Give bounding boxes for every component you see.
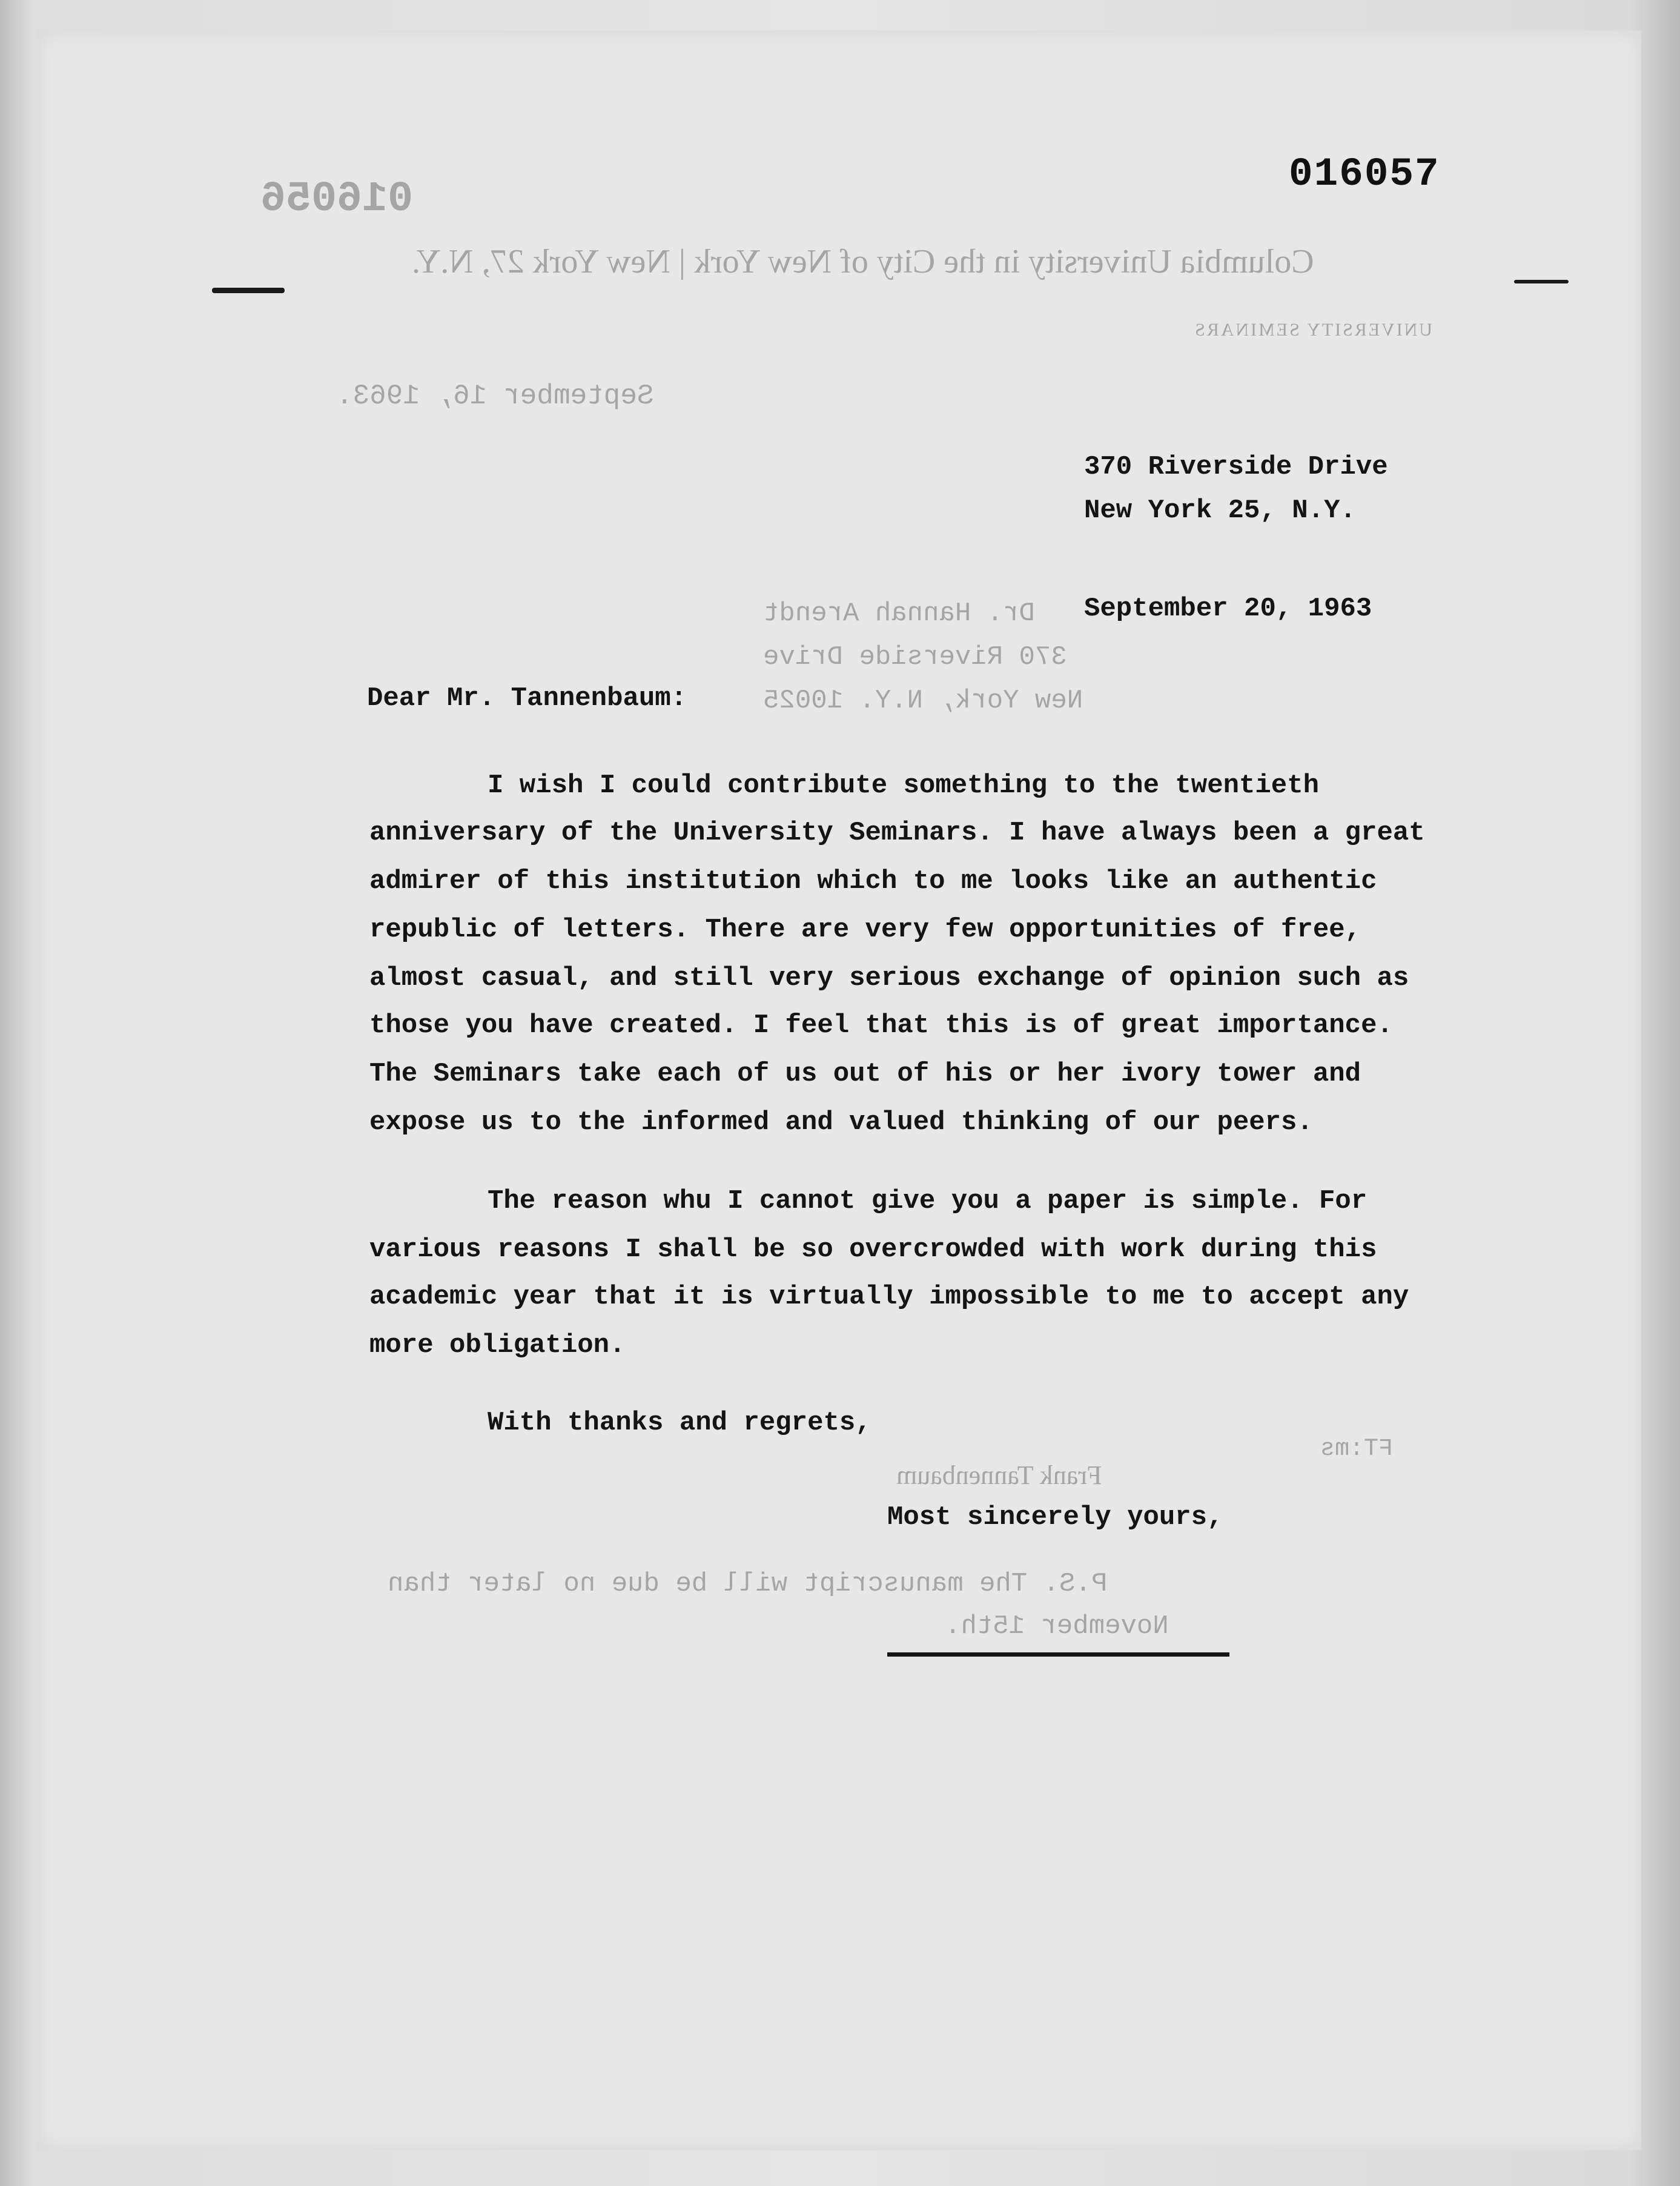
paragraph1-line2: anniversary of the University Seminars. I have always been a great xyxy=(369,818,1425,848)
letter-date: September 20, 1963 xyxy=(1084,594,1372,624)
letter-page xyxy=(36,30,1641,2150)
paragraph2-line1: The reason whu I cannot give you a paper is simple. For xyxy=(488,1186,1367,1216)
paragraph1-line5: almost casual, and still very serious exchange of opinion such as xyxy=(369,963,1409,993)
ghost-recipient-1: Dr. Hannah Arendt xyxy=(763,598,1035,629)
paragraph2-line2: various reasons I shall be so overcrowded with work during this xyxy=(369,1234,1377,1265)
ghost-doc-number: 016056 xyxy=(260,176,414,224)
closing-signoff: Most sincerely yours, xyxy=(887,1502,1223,1532)
ghost-recipient-3: New York, N.Y. 10025 xyxy=(763,686,1083,716)
sender-address-line2: New York 25, N.Y. xyxy=(1084,495,1356,526)
document-number: 016057 xyxy=(1289,151,1440,197)
signature-line xyxy=(887,1652,1229,1657)
paragraph1-line7: The Seminars take each of us out of his or her ivory tower and xyxy=(369,1059,1361,1089)
paragraph1-line4: republic of letters. There are very few opportunities of free, xyxy=(369,915,1361,945)
ghost-signature: Frank Tannenbaum xyxy=(896,1460,1102,1490)
margin-mark-left xyxy=(212,288,285,293)
paragraph1-line3: admirer of this institution which to me looks like an authentic xyxy=(369,866,1377,896)
paragraph1-line8: expose us to the informed and valued thinking of our peers. xyxy=(369,1107,1313,1138)
ghost-postscript-1: P.S. The manuscript will be due no later than xyxy=(388,1569,1108,1599)
ghost-office: UNIVERSITY SEMINARS xyxy=(1193,320,1433,340)
ghost-letterhead: Columbia University in the City of New York | New York 27, N.Y. xyxy=(412,243,1314,280)
ghost-initials: FT:ms xyxy=(1320,1436,1394,1463)
salutation: Dear Mr. Tannenbaum: xyxy=(367,683,687,714)
paragraph1-line6: those you have created. I feel that this is of great importance. xyxy=(369,1010,1393,1041)
ghost-date: September 16, 1963. xyxy=(336,380,654,412)
paragraph2-line4: more obligation. xyxy=(369,1330,626,1360)
ghost-recipient-2: 370 Riverside Drive xyxy=(763,642,1067,672)
paragraph2-line3: academic year that it is virtually impossible to me to accept any xyxy=(369,1282,1409,1312)
paragraph1-line1: I wish I could contribute something to the twentieth xyxy=(488,770,1320,801)
margin-mark-right xyxy=(1514,280,1569,283)
sender-address-line1: 370 Riverside Drive xyxy=(1084,452,1388,482)
ghost-postscript-2: November 15th. xyxy=(945,1611,1169,1641)
closing-thanks: With thanks and regrets, xyxy=(488,1408,871,1438)
